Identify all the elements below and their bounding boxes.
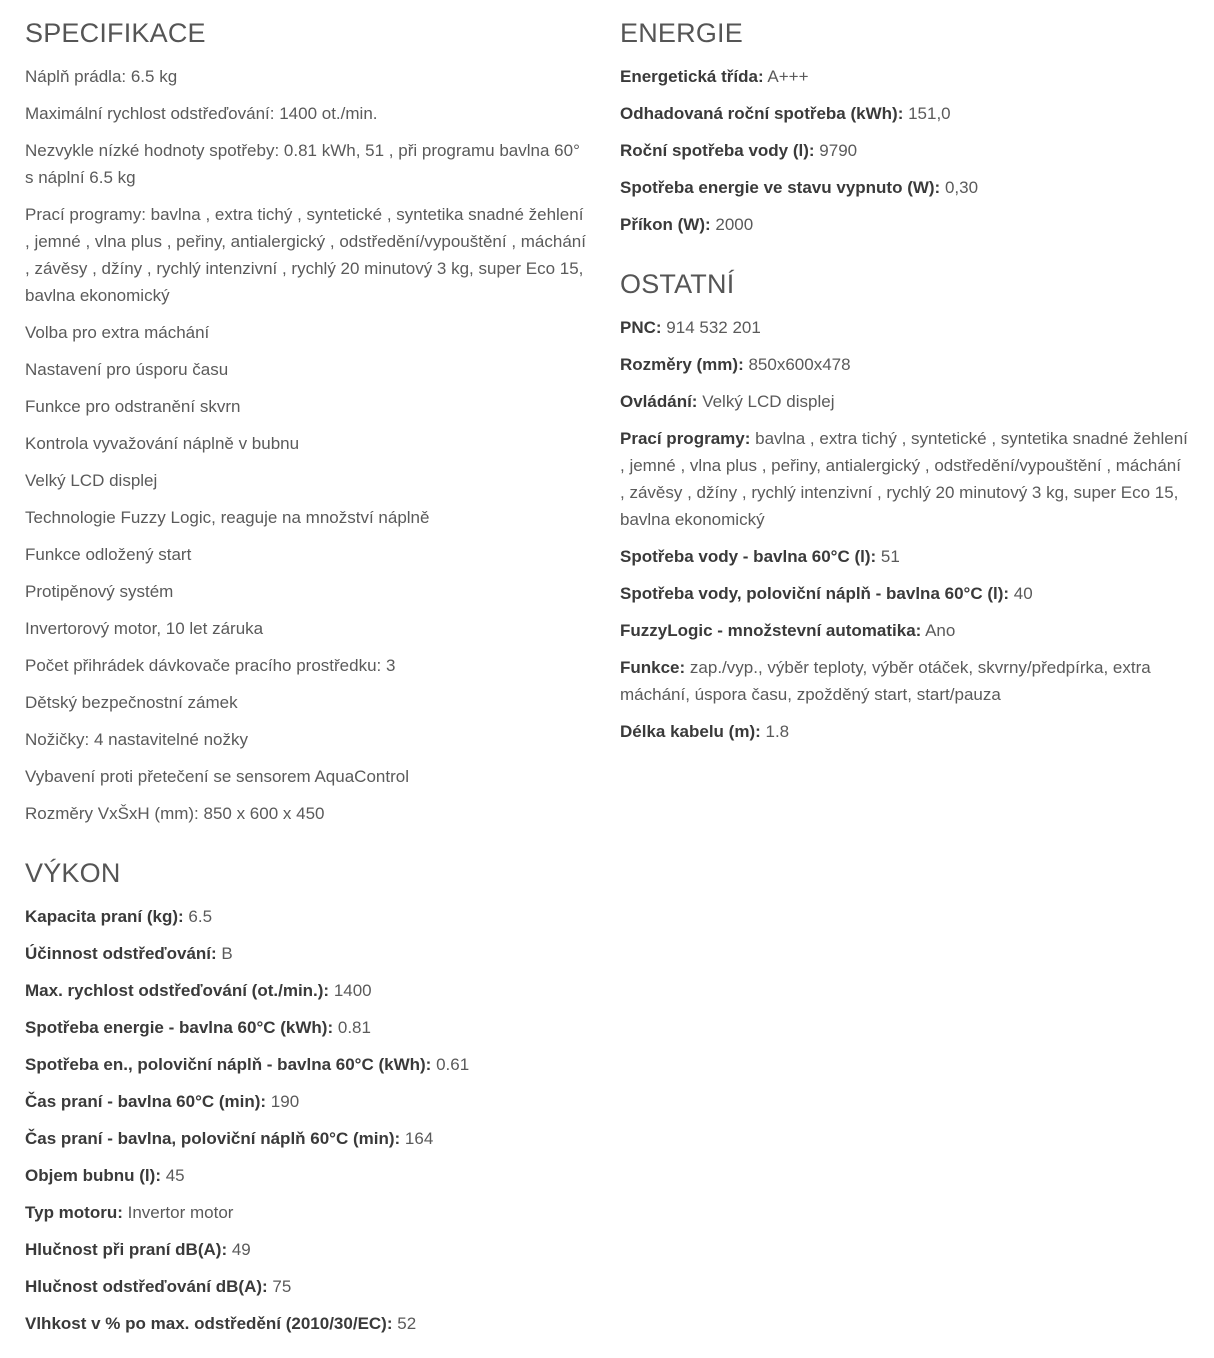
spec-label: Odhadovaná roční spotřeba (kWh): [620,104,904,123]
spec-label: Spotřeba vody - bavlna 60°C (l): [620,547,877,566]
spec-item: Funkce pro odstranění skvrn [25,397,241,416]
spec-label: Roční spotřeba vody (l): [620,141,815,160]
spec-label: Max. rychlost odstřeďování (ot./min.): [25,981,330,1000]
energie-item [620,63,1190,90]
spec-label: Objem bubnu (l): [25,1166,161,1185]
spec-item: Velký LCD displej [25,471,158,490]
spec-label: PNC: [620,318,662,337]
vykon-item [25,1199,590,1226]
spec-value: 45 [160,1166,185,1185]
spec-item: Dětský bezpečnostní zámek [25,693,238,712]
vykon-item [25,1236,590,1263]
energie-item [620,174,1190,201]
energie-item [620,100,1190,127]
spec-label: Energetická třída: [620,67,764,86]
spec-label: Rozměry (mm): [620,355,744,374]
spec-label: Čas praní - bavlna 60°C (min): [25,1092,267,1111]
specifikace-list [25,63,590,837]
spec-item: Maximální rychlost odstřeďování: 1400 ot./min. [25,104,378,123]
spec-value: A+++ [763,67,809,86]
spec-value: 1.8 [760,722,790,741]
vykon-item [25,1014,590,1041]
spec-label: Spotřeba energie - bavlna 60°C (kWh): [25,1018,334,1037]
spec-value: 0.81 [333,1018,371,1037]
spec-item: Protipěnový systém [25,582,174,601]
spec-item: Rozměry VxŠxH (mm): 850 x 600 x 450 [25,804,325,823]
vykon-item [25,1125,590,1152]
section-title-vykon: VÝKON [25,858,121,888]
spec-label: Kapacita praní (kg): [25,907,184,926]
spec-item: Náplň prádla: 6.5 kg [25,67,178,86]
spec-label: Spotřeba vody, poloviční náplň - bavlna 60°C (l): [620,584,1010,603]
spec-label: Funkce: [620,658,686,677]
spec-label: FuzzyLogic - množstevní automatika: [620,621,922,640]
energie-item [620,137,1190,164]
section-title-ostatni: OSTATNÍ [620,269,735,299]
ostatni-item [620,351,1190,378]
spec-value: Ano [921,621,956,640]
spec-label: Délka kabelu (m): [620,722,761,741]
ostatni-item [620,617,1190,644]
spec-value: Invertor motor [122,1203,234,1222]
ostatni-item [620,543,1190,570]
spec-label: Účinnost odstřeďování: [25,944,217,963]
spec-value: 0.61 [431,1055,470,1074]
spec-item: Invertorový motor, 10 let záruka [25,619,264,638]
spec-value: 151,0 [903,104,951,123]
spec-item: Volba pro extra máchání [25,323,210,342]
spec-item: Prací programy: bavlna , extra tichý , syntetické , syntetika snadné žehlení , jemné , vlna plus , peřiny, antialergický , odstředění/vypouštění , máchání , závěsy , džíny , rychlý intenzivní , rychlý 20 minutový 3 kg, super Eco 15, bavlna ekonomický [25,205,586,305]
ostatni-item [620,654,1190,708]
spec-value: 2000 [710,215,754,234]
energie-list [620,63,1190,248]
spec-value: zap./vyp., výběr teploty, výběr otáček, skvrny/předpírka, extra máchání, úspora času, zpožděný start, start/pauza [620,658,1151,704]
spec-value: 1400 [329,981,372,1000]
spec-item: Nožičky: 4 nastavitelné nožky [25,730,248,749]
spec-label: Spotřeba energie ve stavu vypnuto (W): [620,178,941,197]
vykon-list [25,903,590,1347]
vykon-item [25,940,590,967]
spec-value: 49 [227,1240,251,1259]
spec-item: Nezvykle nízké hodnoty spotřeby: 0.81 kWh, 51 , při programu bavlna 60° s náplní 6.5 kg [25,141,580,187]
spec-value: 0,30 [940,178,979,197]
spec-value: 51 [876,547,900,566]
spec-value: 75 [267,1277,292,1296]
vykon-item [25,1088,590,1115]
vykon-item [25,1162,590,1189]
spec-label: Ovládání: [620,392,698,411]
ostatni-item [620,718,1190,745]
section-title-specifikace: SPECIFIKACE [25,18,206,48]
spec-value: 9790 [814,141,858,160]
vykon-item [25,1051,590,1078]
ostatni-item [620,425,1190,533]
spec-item: Technologie Fuzzy Logic, reaguje na množství náplně [25,508,430,527]
vykon-item [25,1273,590,1300]
energie-item [620,211,1190,238]
section-title-energie: ENERGIE [620,18,743,48]
spec-value: 850x600x478 [743,355,851,374]
spec-value: B [216,944,233,963]
spec-item: Kontrola vyvažování náplně v bubnu [25,434,300,453]
spec-value: 6.5 [183,907,213,926]
spec-label: Vlhkost v % po max. odstředění (2010/30/EC): [25,1314,393,1333]
spec-label: Příkon (W): [620,215,711,234]
spec-item: Vybavení proti přetečení se sensorem AquaControl [25,767,409,786]
ostatni-item [620,580,1190,607]
spec-value: Velký LCD displej [697,392,835,411]
vykon-item [25,977,590,1004]
vykon-item [25,1310,590,1337]
spec-value: 914 532 201 [661,318,761,337]
spec-value: 52 [392,1314,417,1333]
ostatni-item [620,388,1190,415]
spec-label: Čas praní - bavlna, poloviční náplň 60°C (min): [25,1129,401,1148]
spec-label: Spotřeba en., poloviční náplň - bavlna 60°C (kWh): [25,1055,432,1074]
spec-value: 190 [266,1092,300,1111]
spec-value: 164 [400,1129,434,1148]
vykon-item [25,903,590,930]
spec-label: Prací programy: [620,429,751,448]
spec-item: Počet přihrádek dávkovače pracího prostředku: 3 [25,656,396,675]
ostatni-list [620,314,1190,755]
ostatni-item [620,314,1190,341]
spec-item: Nastavení pro úsporu času [25,360,229,379]
spec-label: Hlučnost odstřeďování dB(A): [25,1277,268,1296]
spec-value: bavlna , extra tichý , syntetické , syntetika snadné žehlení , jemné , vlna plus , peřiny, antialergický , odstředění/vypouštění , máchání , závěsy , džíny , rychlý intenzivní , rychlý 20 minutový 3 kg, super Eco 15, bavlna ekonomický [620,429,1188,529]
spec-label: Hlučnost při praní dB(A): [25,1240,228,1259]
spec-label: Typ motoru: [25,1203,123,1222]
spec-value: 40 [1009,584,1033,603]
spec-item: Funkce odložený start [25,545,192,564]
